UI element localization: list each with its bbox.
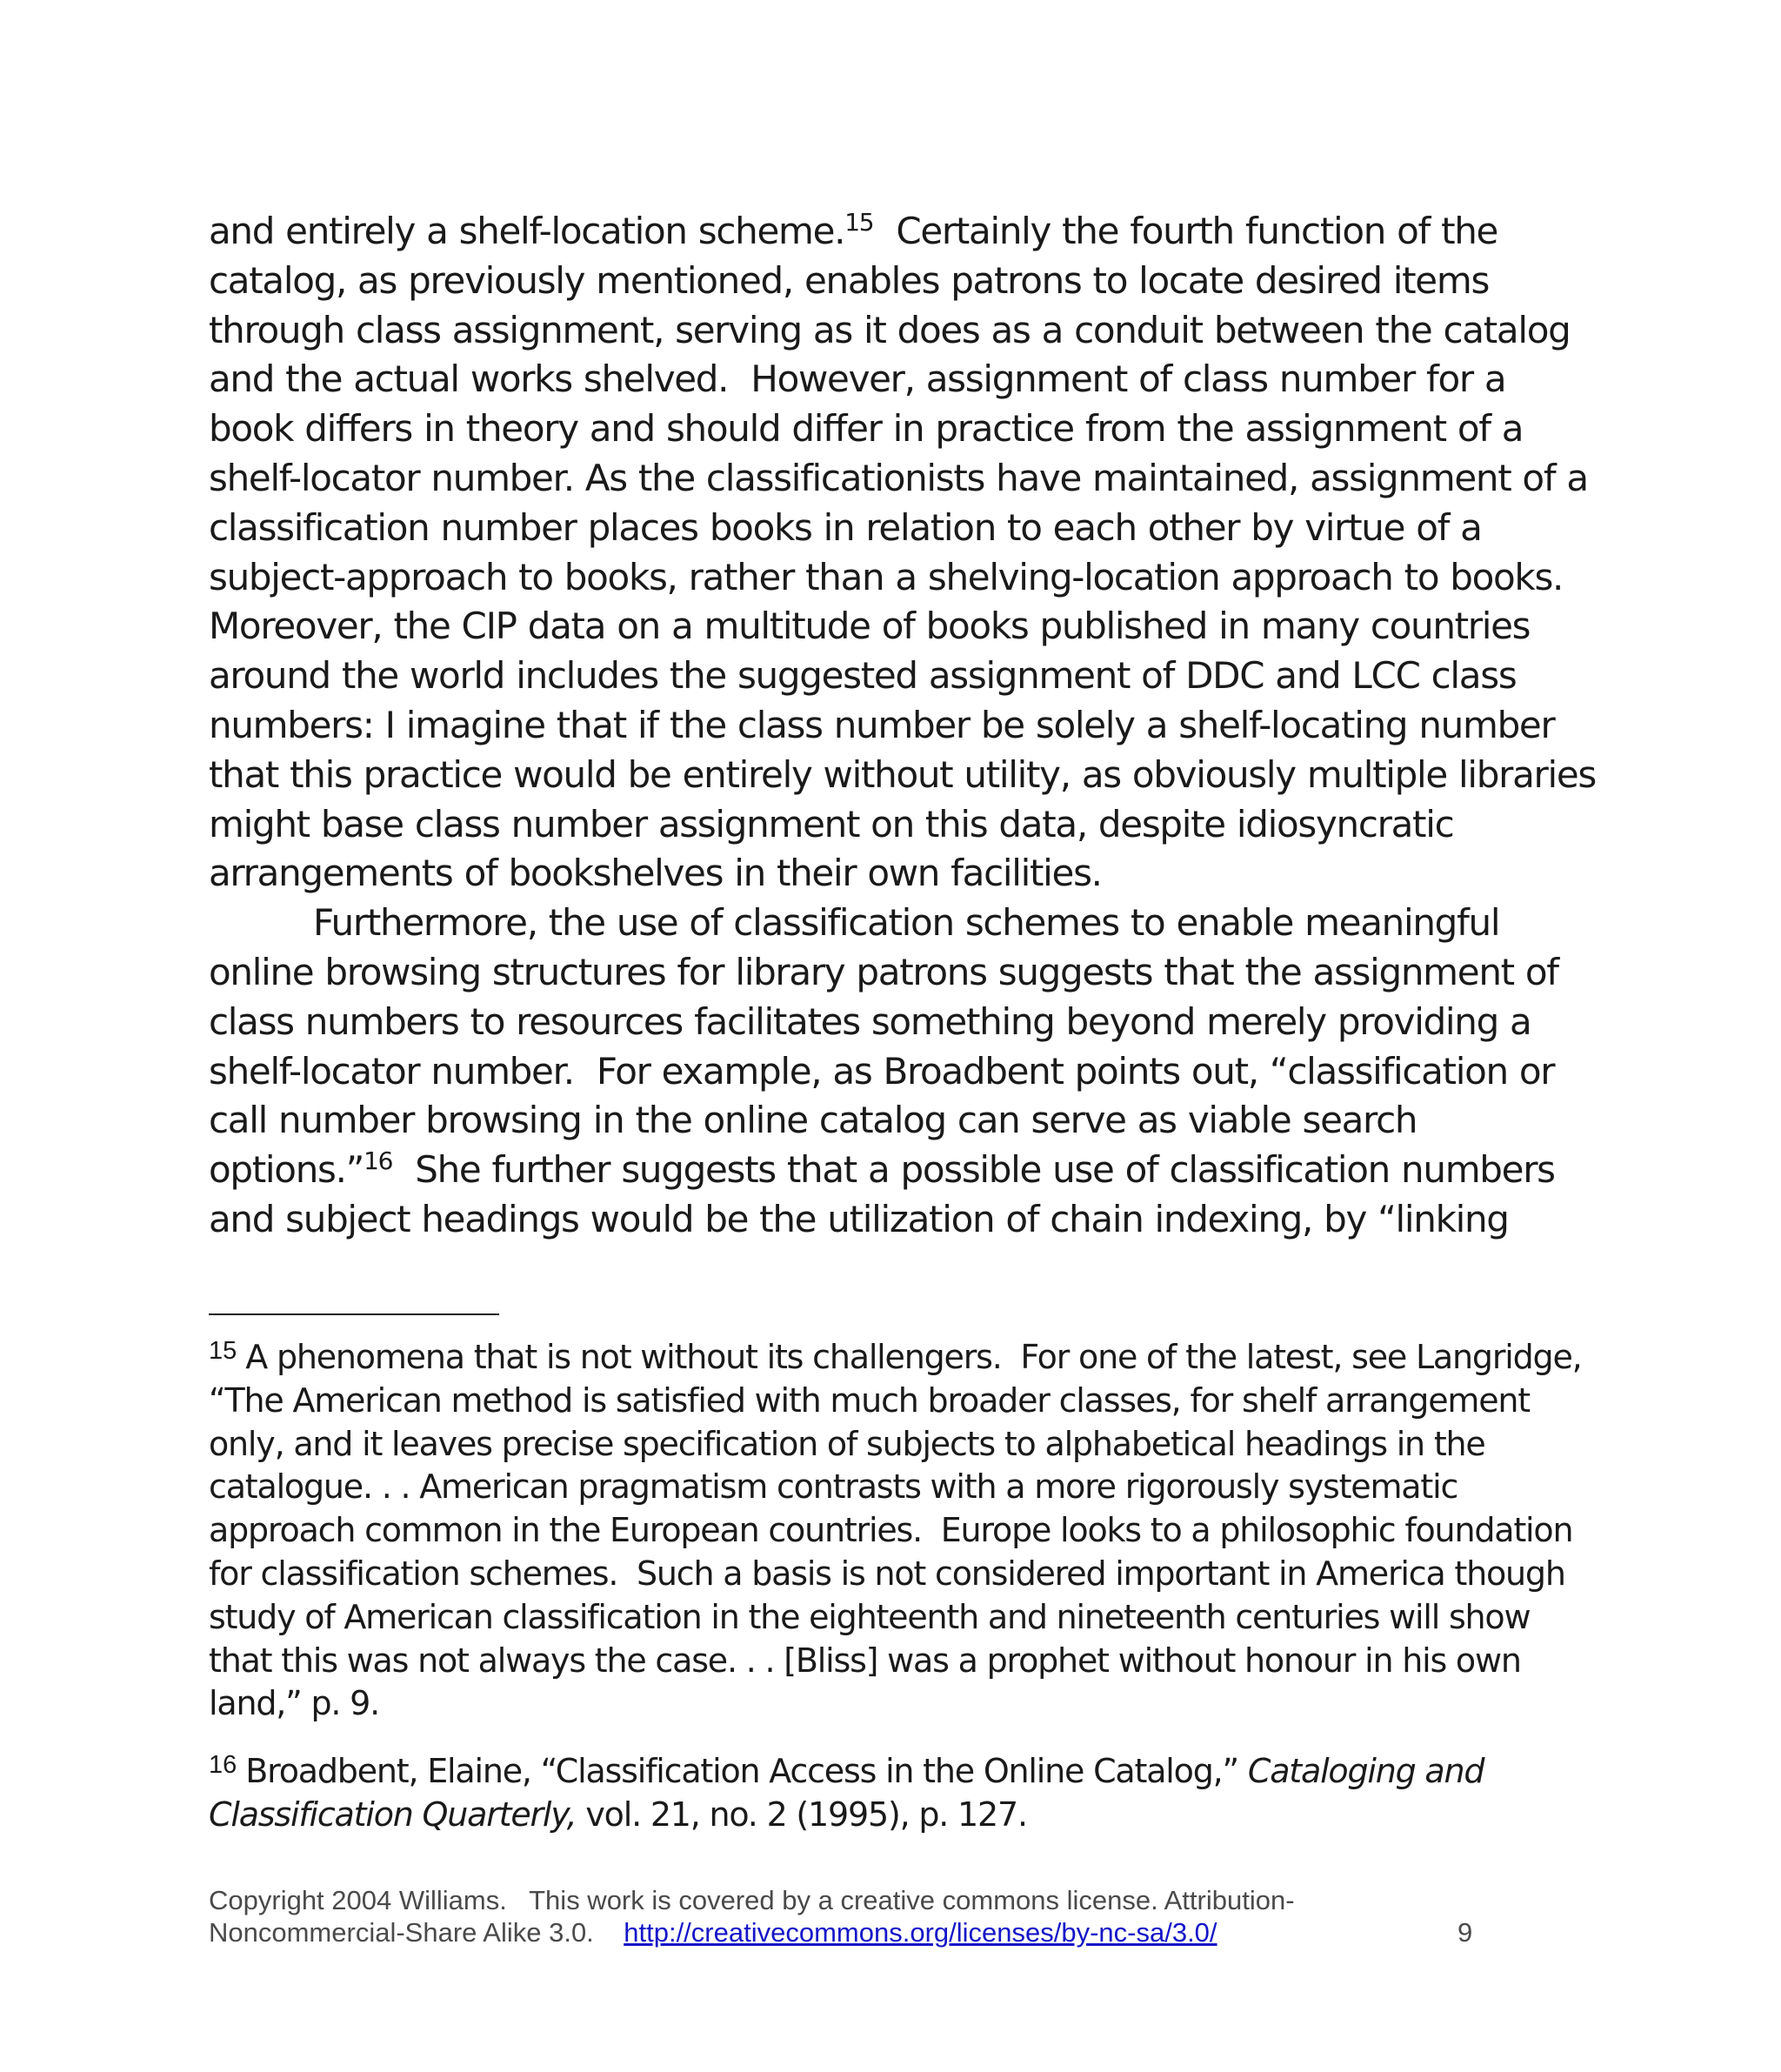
footnote-ref-16[interactable]: 16 — [364, 1146, 393, 1176]
paragraph-1-text-end: Certainly the fourth function of the catalog, as previously mentioned, enables patrons to locate desired items through class assignment, serving as it does as a conduit between the catalog and the actual works shelved. However, assignment of class number for a book differs in theory and should differ in practice from the assignment of a shelf-locator number. As the classificationists have maintained, assignment of a classification number places books in relation to each other by virtue of a subject-approach to books, rather than a shelving-location approach to books. Moreover, the CIP data on a multitude of books published in many countries around the world includes the suggested assignment of DDC and LCC class numbers: I imagine that if the class number be solely a shelf-locating number that this practice would be entirely without utility, as obviously multiple libraries might base class number assignment on this data, despite idiosyncratic arrangements of bookshelves in their own facilities. — [209, 210, 1596, 895]
page-number: 9 — [1457, 1917, 1473, 1948]
body-text — [209, 207, 1600, 1245]
footnote-15-number: 15 — [209, 1337, 237, 1365]
copyright-line-2 — [209, 1916, 1473, 1948]
paragraph-2-text-start: Furthermore, the use of classification schemes to enable meaningful online browsing structures for library patrons suggests that the assignment of class numbers to resources facilitates something beyond merely providing a shelf-locator number. For example, as Broadbent points out, “classification or call number browsing in the online catalog can serve as viable search options.” — [209, 901, 1558, 1192]
footnote-16-text-end: vol. 21, no. 2 (1995), p. 127. — [576, 1795, 1027, 1834]
footnote-ref-15[interactable]: 15 — [844, 208, 874, 237]
footnote-16-text-start: Broadbent, Elaine, “Classification Access in the Online Catalog,” — [245, 1752, 1248, 1791]
footnote-16-journal-title: Cataloging and Classification Quarterly, — [209, 1752, 1484, 1834]
footnote-15-text: A phenomena that is not without its challengers. For one of the latest, see Langridge, “The American method is satisfied with much broader classes, for shelf arrangement only, and it leaves precise specification of subjects to alphabetical headings in the catalogue. . . American pragmatism contrasts with a more rigorously systematic approach common in the European countries. Europe looks to a philosophic foundation for classification schemes. Such a basis is not considered important in America though study of American classification in the eighteenth and nineteenth centuries will show that this was not always the case. . . [Bliss] was a prophet without honour in his own land,” p. 9. — [209, 1338, 1582, 1723]
footnote-separator — [209, 1313, 499, 1315]
paragraph-1-text-start: and entirely a shelf-location scheme. — [209, 210, 845, 252]
footnote-16 — [209, 1750, 1600, 1837]
license-link[interactable]: http://creativecommons.org/licenses/by-nc-sa/3.0/ — [624, 1917, 1217, 1948]
paragraph-2 — [209, 899, 1600, 1245]
paragraph-1 — [209, 207, 1600, 899]
footnote-15 — [209, 1336, 1600, 1726]
footnotes — [209, 1336, 1600, 1837]
paragraph-2-text-end: She further suggests that a possible use of classification numbers and subject headings would be the utilization of chain indexing, by “linking — [209, 1148, 1555, 1240]
copyright-line-1: Copyright 2004 Williams. This work is covered by a creative commons license. Attribution- — [209, 1885, 1295, 1915]
license-name: Noncommercial-Share Alike 3.0. — [209, 1917, 624, 1948]
copyright-notice — [209, 1884, 1473, 1948]
footnote-16-number: 16 — [209, 1751, 237, 1780]
